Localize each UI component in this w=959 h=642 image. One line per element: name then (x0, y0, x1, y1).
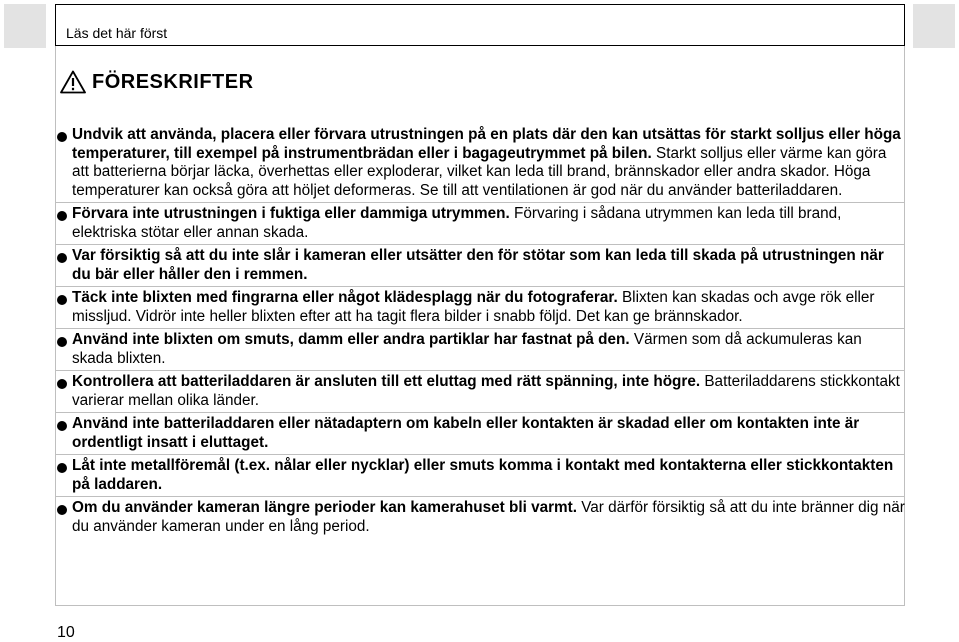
section-heading (60, 70, 254, 94)
list-item (55, 287, 905, 329)
bullet-icon (57, 295, 67, 305)
page-number: 10 (57, 624, 75, 641)
item-bold-text: Var försiktig så att du inte slår i kameran eller utsätter den för stötar som kan leda till skada på utrustningen när du bär eller håller den i remmen. (72, 247, 884, 283)
header-text: Läs det här först (66, 25, 168, 41)
item-text: Blixten kan skadas och avge rök eller missljud. Vidrör inte heller blixten efter att ha tagit flera bilder i snabb följd. Det kan ge brännskador. (72, 289, 875, 325)
item-text: Värmen som då ackumuleras kan skada blixten. (72, 331, 862, 367)
item-bold-text: Om du använder kameran längre perioder kan kamerahuset bli varmt. (72, 499, 577, 516)
item-bold-text: Undvik att använda, placera eller förvara utrustningen på en plats där den kan utsättas för starkt solljus eller höga temperaturer, till exempel på instrumentbrädan eller i bagageutrymmet på bilen. (72, 126, 901, 162)
list-item (55, 245, 905, 287)
item-text: Var därför försiktig så att du inte bränner dig när du använder kameran under en lång period. (72, 499, 905, 535)
item-text: Förvaring i sådana utrymmen kan leda till brand, elektriska stötar eller annan skada. (72, 205, 842, 241)
bullet-icon (57, 505, 67, 515)
list-item (55, 124, 905, 203)
list-item (55, 371, 905, 413)
section-title: FÖRESKRIFTER (92, 70, 254, 93)
bullet-icon (57, 211, 67, 221)
header-box (55, 4, 905, 46)
list-item (55, 329, 905, 371)
item-bold-text: Använd inte blixten om smuts, damm eller andra partiklar har fastnat på den. (72, 331, 630, 348)
list-item (55, 455, 905, 497)
bullet-icon (57, 421, 67, 431)
list-item (55, 203, 905, 245)
warning-triangle-icon (60, 70, 86, 94)
corner-tab-left (4, 4, 46, 48)
bullet-icon (57, 253, 67, 263)
frame-bottom-line (55, 605, 905, 606)
item-text: Starkt solljus eller värme kan göra att batterierna börjar läcka, överhettas eller exploderar, vilket kan leda till brand, brännskador eller andra skador. Höga temperaturer kan också göra att höljet deformeras. Se till att ventilationen är god när du använder batteriladdaren. (72, 144, 887, 199)
item-bold-text: Kontrollera att batteriladdaren är ansluten till ett eluttag med rätt spänning, inte högre. (72, 373, 701, 390)
bullet-icon (57, 463, 67, 473)
item-bold-text: Låt inte metallföremål (t.ex. nålar eller nycklar) eller smuts komma i kontakt med kontakterna eller stickkontakten på laddaren. (72, 457, 894, 493)
item-bold-text: Förvara inte utrustningen i fuktiga eller dammiga utrymmen. (72, 205, 510, 222)
corner-tab-right (913, 4, 955, 48)
item-text: Batteriladdarens stickkontakt varierar mellan olika länder. (72, 373, 900, 409)
list-item (55, 413, 905, 455)
item-bold-text: Använd inte batteriladdaren eller nätadaptern om kabeln eller kontakten är skadad eller om kontakten inte är ordentligt insatt i eluttaget. (72, 415, 860, 451)
bullet-icon (57, 379, 67, 389)
precautions-list (55, 124, 905, 538)
item-bold-text: Täck inte blixten med fingrarna eller något klädesplagg när du fotograferar. (72, 289, 618, 306)
bullet-icon (57, 337, 67, 347)
list-item (55, 497, 905, 538)
bullet-icon (57, 132, 67, 142)
